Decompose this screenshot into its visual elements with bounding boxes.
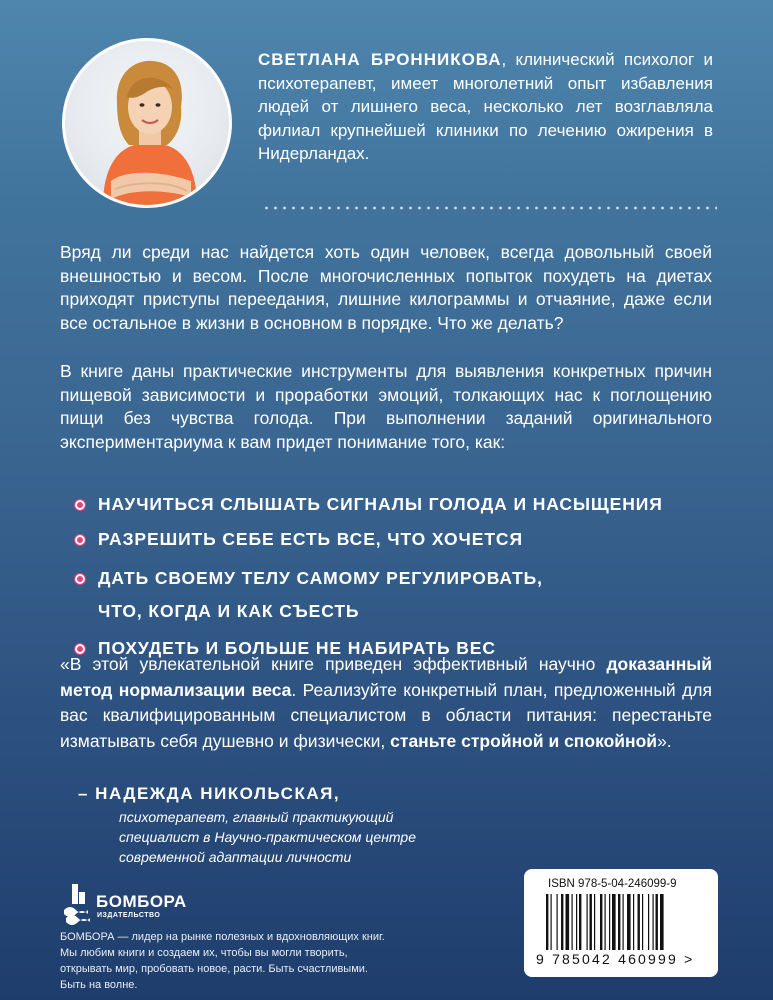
publisher-logo — [62, 882, 192, 926]
quote-author-role: психотерапевт, главный практикующий специалист в Научно-практическом центре современной адаптации личности — [119, 809, 416, 865]
publisher-tagline: БОМБОРА — лидер на рынке полезных и вдохновляющих книг. Мы любим книги и создаем их, чтобы вы могли творить, открывать мир, пробовать новое, расти. Быть счастливыми. Быть на волне. — [60, 931, 385, 991]
publisher-name: БОМБОРА — [96, 892, 187, 911]
author-name: СВЕТЛАНА БРОННИКОВА — [258, 50, 502, 69]
publisher-subtitle: ИЗДАТЕЛЬСТВО — [97, 912, 161, 919]
quote-bold-1: доказанный метод нормализации веса — [60, 654, 712, 700]
bullet-dot-icon — [74, 499, 86, 511]
quote-text-3: ». — [657, 730, 672, 751]
dotted-divider — [262, 206, 717, 210]
benefit-text: ПОХУДЕТЬ И БОЛЬШЕ НЕ НАБИРАТЬ ВЕС — [98, 638, 496, 658]
list-item — [74, 527, 714, 552]
barcode-digits: 9 785042 460999 > — [536, 951, 695, 967]
list-item — [74, 492, 714, 517]
benefit-text: ДАТЬ СВОЕМУ ТЕЛУ САМОМУ РЕГУЛИРОВАТЬ, ЧТО, КОГДА И КАК СЪЕСТЬ — [98, 568, 543, 621]
isbn-label: ISBN 978-5-04-246099-9 — [548, 878, 677, 890]
author-photo — [62, 38, 232, 208]
publisher-wave-icon — [62, 882, 94, 926]
quote-author: – НАДЕЖДА НИКОЛЬСКАЯ, — [78, 784, 341, 803]
benefit-text: РАЗРЕШИТЬ СЕБЕ ЕСТЬ ВСЕ, ЧТО ХОЧЕТСЯ — [98, 529, 523, 549]
author-portrait-icon — [65, 41, 229, 205]
review-quote — [60, 652, 712, 754]
bullet-dot-icon — [74, 573, 86, 585]
list-item — [74, 562, 714, 628]
author-bio-text: , клинический психолог и психотерапевт, имеет многолетний опыт избавления людей от лишнего веса, несколько лет возглавляла филиал крупнейшей клиники по лечению ожирения в Нидерландах. — [258, 50, 713, 163]
bullet-dot-icon — [74, 534, 86, 546]
barcode-icon — [546, 894, 698, 950]
benefit-text: НАУЧИТЬСЯ СЛЫШАТЬ СИГНАЛЫ ГОЛОДА И НАСЫЩЕНИЯ — [98, 494, 663, 514]
intro-paragraph-1: Вряд ли среди нас найдется хоть один человек, всегда довольный своей внешностью и весом. После многочисленных попыток похудеть на диетах приходят приступы переедания, лишние килограммы и отчаяние, даже если все остальное в жизни в основном в порядке. Что же делать? — [60, 242, 712, 333]
intro-paragraph-2: В книге даны практические инструменты для выявления конкретных причин пищевой зависимости и проработки эмоций, толкающих нас к поглощению пищи без чувства голода. При выполнении заданий оригинального экспериментариума к вам придет понимание того, как: — [60, 361, 712, 452]
quote-text-2: . Реализуйте конкретный план, предложенный для вас квалифицированным специалистом в области питания: перестаньте изматывать себя душевно и физически, — [60, 679, 712, 751]
barcode-box — [524, 869, 718, 977]
author-bio — [258, 48, 713, 166]
benefits-list — [74, 492, 714, 671]
quote-bold-2: станьте стройной и спокойной — [390, 730, 658, 751]
quote-text-1: «В этой увлекательной книге приведен эффективный научно — [60, 654, 607, 674]
